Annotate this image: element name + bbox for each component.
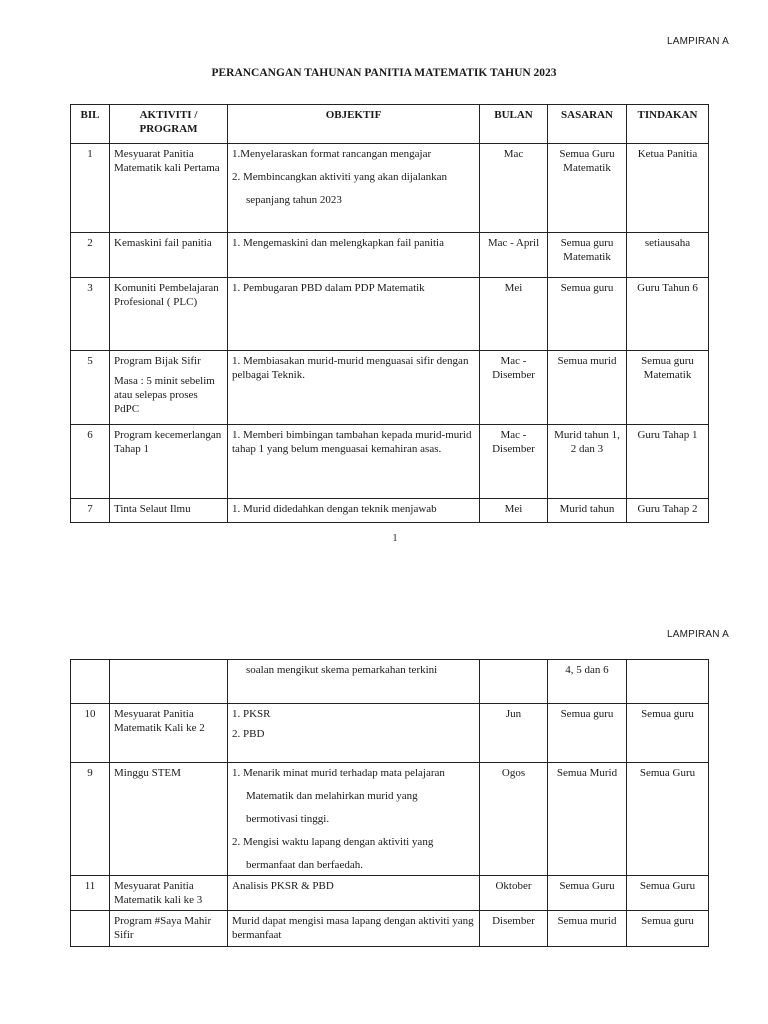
cell-bil: 7: [71, 499, 110, 523]
cell-aktiviti: Program #Saya Mahir Sifir: [110, 911, 228, 947]
page2-lampiran-label: LAMPIRAN A: [667, 629, 730, 640]
objektif-line: 2. PBD: [232, 728, 265, 740]
cell-objektif: 1. Murid didedahkan dengan teknik menjawab: [228, 499, 480, 523]
cell-aktiviti: [110, 660, 228, 704]
table-row: [71, 876, 709, 911]
cell-bulan: Oktober: [480, 876, 548, 911]
cell-tindakan: Guru Tahun 6: [627, 278, 709, 351]
page-number: 1: [392, 533, 398, 544]
cell-bil: [71, 660, 110, 704]
cell-sasaran: Murid tahun: [548, 499, 627, 523]
cell-objektif: [228, 144, 480, 233]
cell-aktiviti: Program kecemerlangan Tahap 1: [110, 425, 228, 499]
cell-bulan: Jun: [480, 704, 548, 763]
cell-sasaran: Semua guru: [548, 278, 627, 351]
objektif-line: bermanfaat dan berfaedah.: [246, 859, 363, 871]
plan-table-page1: [70, 104, 709, 523]
table-row: [71, 144, 709, 233]
cell-bulan: [480, 660, 548, 704]
cell-tindakan: Semua guru Matematik: [627, 351, 709, 425]
cell-tindakan: Semua Guru: [627, 876, 709, 911]
cell-objektif: 1. Membiasakan murid-murid menguasai sifir dengan pelbagai Teknik.: [228, 351, 480, 425]
cell-tindakan: Ketua Panitia: [627, 144, 709, 233]
cell-objektif: [228, 763, 480, 876]
cell-tindakan: Guru Tahap 2: [627, 499, 709, 523]
header-sasaran: SASARAN: [548, 105, 627, 144]
page1-lampiran-label: LAMPIRAN A: [667, 36, 730, 47]
header-aktiviti: AKTIVITI / PROGRAM: [110, 105, 228, 144]
cell-bil: [71, 911, 110, 947]
table-row: [71, 278, 709, 351]
plan-table-page2: [70, 659, 709, 947]
cell-sasaran: 4, 5 dan 6: [548, 660, 627, 704]
cell-tindakan: Semua guru: [627, 704, 709, 763]
header-bil: BIL: [71, 105, 110, 144]
cell-bil: 10: [71, 704, 110, 763]
header-objektif: OBJEKTIF: [228, 105, 480, 144]
cell-objektif: [228, 704, 480, 763]
table-row: [71, 911, 709, 947]
cell-bulan: Mac - Disember: [480, 351, 548, 425]
cell-tindakan: Semua guru: [627, 911, 709, 947]
cell-sasaran: Semua Murid: [548, 763, 627, 876]
aktiviti-line: Program Bijak Sifir: [114, 355, 201, 367]
cell-bil: 11: [71, 876, 110, 911]
table-row: [71, 351, 709, 425]
cell-aktiviti: [110, 351, 228, 425]
aktiviti-line: Masa : 5 minit sebelim atau selepas proses PdPC: [114, 375, 215, 415]
cell-bulan: Mei: [480, 278, 548, 351]
cell-sasaran: Semua Guru Matematik: [548, 144, 627, 233]
cell-bulan: Mei: [480, 499, 548, 523]
cell-aktiviti: Komuniti Pembelajaran Profesional ( PLC): [110, 278, 228, 351]
header-bulan: BULAN: [480, 105, 548, 144]
objektif-line: 2. Mengisi waktu lapang dengan aktiviti yang: [232, 836, 434, 848]
cell-sasaran: Semua Guru: [548, 876, 627, 911]
cell-objektif: 1. Mengemaskini dan melengkapkan fail panitia: [228, 233, 480, 278]
cell-bil: 3: [71, 278, 110, 351]
header-tindakan: TINDAKAN: [627, 105, 709, 144]
table-row: [71, 660, 709, 704]
cell-bil: 6: [71, 425, 110, 499]
cell-bil: 5: [71, 351, 110, 425]
cell-sasaran: Murid tahun 1, 2 dan 3: [548, 425, 627, 499]
cell-bil: 2: [71, 233, 110, 278]
cell-objektif: Murid dapat mengisi masa lapang dengan aktiviti yang bermanfaat: [228, 911, 480, 947]
objektif-line: 1. PKSR: [232, 708, 271, 720]
cell-bulan: Mac - Disember: [480, 425, 548, 499]
cell-aktiviti: Minggu STEM: [110, 763, 228, 876]
cell-objektif: 1. Pembugaran PBD dalam PDP Matematik: [228, 278, 480, 351]
table-row: [71, 763, 709, 876]
cell-bil: 9: [71, 763, 110, 876]
cell-bulan: Ogos: [480, 763, 548, 876]
cell-bil: 1: [71, 144, 110, 233]
cell-aktiviti: Mesyuarat Panitia Matematik Kali ke 2: [110, 704, 228, 763]
objektif-line: 1.Menyelaraskan format rancangan mengajar: [232, 148, 432, 160]
cell-objektif: 1. Memberi bimbingan tambahan kepada murid-murid tahap 1 yang belum menguasai kemahiran asas.: [228, 425, 480, 499]
objektif-line: 1. Menarik minat murid terhadap mata pelajaran: [232, 767, 445, 779]
objektif-line: soalan mengikut skema pemarkahan terkini: [246, 664, 438, 676]
objektif-line: 2. Membincangkan aktiviti yang akan dijalankan: [232, 171, 448, 183]
table-row: [71, 704, 709, 763]
cell-bulan: Mac - April: [480, 233, 548, 278]
cell-tindakan: setiausaha: [627, 233, 709, 278]
cell-aktiviti: Mesyuarat Panitia Matematik kali ke 3: [110, 876, 228, 911]
cell-sasaran: Semua murid: [548, 911, 627, 947]
cell-objektif: [228, 660, 480, 704]
objektif-line: bermotivasi tinggi.: [246, 813, 330, 825]
table-row: [71, 233, 709, 278]
cell-aktiviti: Tinta Selaut Ilmu: [110, 499, 228, 523]
cell-sasaran: Semua guru Matematik: [548, 233, 627, 278]
cell-objektif: Analisis PKSR & PBD: [228, 876, 480, 911]
cell-tindakan: [627, 660, 709, 704]
cell-tindakan: Guru Tahap 1: [627, 425, 709, 499]
document-title: PERANCANGAN TAHUNAN PANITIA MATEMATIK TAHUN 2023: [211, 67, 557, 79]
cell-tindakan: Semua Guru: [627, 763, 709, 876]
objektif-line: Matematik dan melahirkan murid yang: [246, 790, 418, 802]
cell-aktiviti: Mesyuarat Panitia Matematik kali Pertama: [110, 144, 228, 233]
cell-aktiviti: Kemaskini fail panitia: [110, 233, 228, 278]
cell-bulan: Disember: [480, 911, 548, 947]
cell-sasaran: Semua guru: [548, 704, 627, 763]
cell-sasaran: Semua murid: [548, 351, 627, 425]
table-row: [71, 425, 709, 499]
table-row: [71, 499, 709, 523]
cell-bulan: Mac: [480, 144, 548, 233]
objektif-line: sepanjang tahun 2023: [246, 194, 342, 206]
